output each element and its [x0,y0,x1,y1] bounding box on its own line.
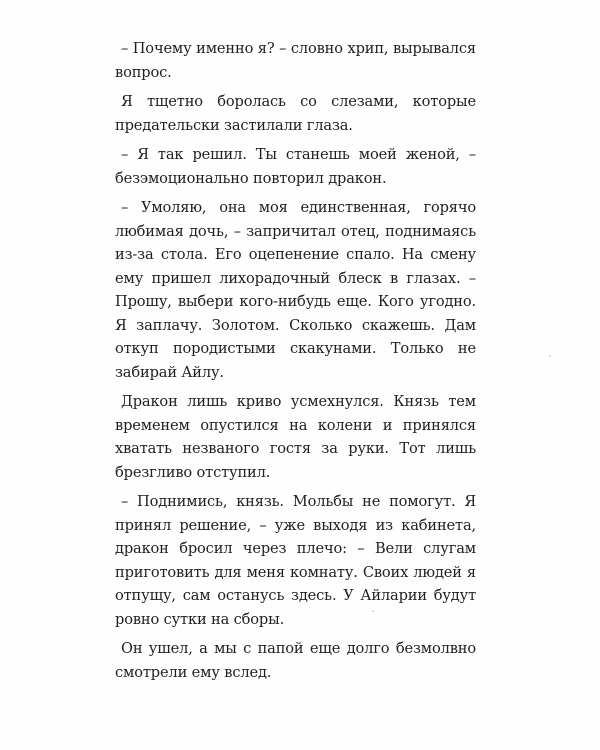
page-text [115,37,476,690]
paragraph-5: Дракон лишь криво усмехнулся. Князь тем временем опустился на колени и принялся хватать незваного гостя за руки. Тот лишь брезгливо отступил. [115,393,476,481]
scan-speck [372,610,374,612]
paragraph-4: – Умоляю, она моя единственная, горячо любимая дочь, – запричитал отец, поднимаясь из-за стола. Его оцепенение спало. На смену ему пришел лихорадочный блеск в глазах. – Прошу, выбери кого-нибудь еще. Кого угодно. Я заплачу. Золотом. Сколько скажешь. Дам откуп породистыми скакунами. Только не забирай Айлу. [115,199,476,381]
scan-speck [549,355,551,357]
paragraph-1: – Почему именно я? – словно хрип, вырывался вопрос. [115,40,476,81]
paragraph-2: Я тщетно боролась со слезами, которые предательски застилали глаза. [115,93,476,134]
paragraph-7: Он ушел, а мы с папой еще долго безмолвно смотрели ему вслед. [115,640,476,681]
paragraph-3: – Я так решил. Ты станешь моей женой, – безэмоционально повторил дракон. [115,146,476,187]
paragraph-6: – Поднимись, князь. Мольбы не помогут. Я принял решение, – уже выходя из кабинета, дракон бросил через плечо: – Вели слугам приготовить для меня комнату. Своих людей я отпущу, сам останусь здесь. У Айларии будут ровно сутки на сборы. [115,493,476,628]
